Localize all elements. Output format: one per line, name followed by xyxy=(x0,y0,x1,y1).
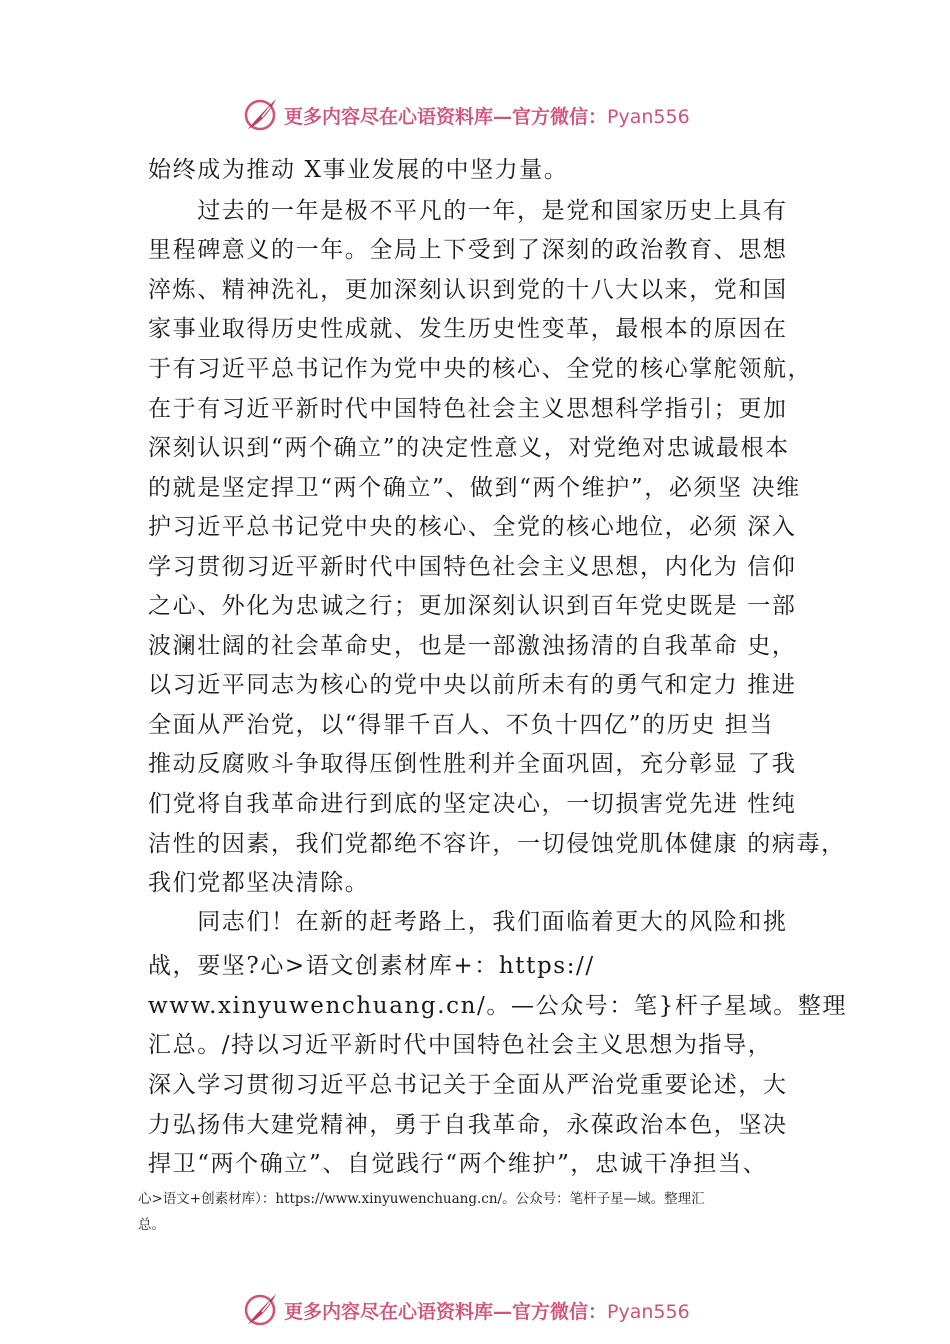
banner-main-text: 更多内容尽在心语资料库 xyxy=(284,105,494,128)
body-line: 护习近平总书记党中央的核心、全党的核心地位，必须 深入 xyxy=(148,514,797,540)
quill-logo-icon xyxy=(240,95,280,135)
body-line: 以习近平同志为核心的党中央以前所未有的勇气和定力 推进 xyxy=(148,672,797,698)
body-line: 汇总。/持以习近平新时代中国特色社会主义思想为指导， xyxy=(148,1032,773,1058)
body-line: 洁性的因素，我们党都绝不容许，一切侵蚀党肌体健康 的病毒， xyxy=(148,831,846,857)
body-line: 深入学习贯彻习近平总书记关于全面从严治党重要论述，大 xyxy=(148,1072,788,1098)
body-line: 学习贯彻习近平新时代中国特色社会主义思想，内化为 信仰 xyxy=(148,554,797,580)
footnote-line: 总。 xyxy=(138,1217,165,1233)
body-line: 家事业取得历史性成就、发生历史性变革，最根本的原因在 xyxy=(148,316,788,342)
body-line: 淬炼、精神洗礼，更加深刻认识到党的十八大以来，党和国 xyxy=(148,277,788,303)
banner-text xyxy=(284,102,690,129)
banner-wechat-label: 官方微信： xyxy=(512,1300,608,1323)
banner-main-text: 更多内容尽在心语资料库 xyxy=(284,1300,494,1323)
body-line: 同志们！在新的赶考路上，我们面临着更大的风险和挑 xyxy=(148,909,788,935)
footer-banner xyxy=(240,1290,690,1330)
banner-account: Pyan556 xyxy=(607,1300,690,1323)
header-banner xyxy=(240,95,690,135)
banner-text xyxy=(284,1297,690,1324)
body-line: 战，要坚?心>语文创素材库+：https:// xyxy=(148,953,595,979)
body-line: 过去的一年是极不平凡的一年，是党和国家历史上具有 xyxy=(148,198,788,224)
body-line: www.xinyuwenchuang.cn/。—公众号：笔}杆子星域。整理 xyxy=(148,993,848,1019)
banner-dash: — xyxy=(493,1300,513,1323)
body-line: 始终成为推动 X事业发展的中坚力量。 xyxy=(148,157,569,183)
quill-logo-icon xyxy=(240,1290,280,1330)
body-line: 们党将自我革命进行到底的坚定决心，一切损害党先进 性纯 xyxy=(148,791,797,817)
banner-dash: — xyxy=(493,105,513,128)
body-line: 波澜壮阔的社会革命史，也是一部激浊扬清的自我革命 史， xyxy=(148,633,797,659)
body-line: 我们党都坚决清除。 xyxy=(148,870,370,896)
body-line: 捍卫“两个确立”、自觉践行“两个维护”，忠诚干净担当、 xyxy=(148,1151,768,1177)
body-line: 的就是坚定捍卫“两个确立”、做到“两个维护”，必须坚 决维 xyxy=(148,475,801,501)
body-line: 力弘扬伟大建党精神，勇于自我革命，永葆政治本色，坚决 xyxy=(148,1112,788,1138)
body-line: 全面从严治党，以“得罪千百人、不负十四亿”的历史 担当 xyxy=(148,712,775,738)
footnote-line: 心>语文+创素材库）：https://www.xinyuwenchuang.cn/。公众号：笔杆子星—域。整理汇 xyxy=(138,1191,705,1207)
body-line: 里程碑意义的一年。全局上下受到了深刻的政治教育、思想 xyxy=(148,237,788,263)
body-line: 深刻认识到“两个确立”的决定性意义，对党绝对忠诚最根本 xyxy=(148,435,790,461)
banner-account: Pyan556 xyxy=(607,105,690,128)
body-line: 于有习近平总书记作为党中央的核心、全党的核心掌舵领航， xyxy=(148,356,813,382)
body-line: 推动反腐败斗争取得压倒性胜利并全面巩固，充分彰显 了我 xyxy=(148,751,797,777)
body-line: 在于有习近平新时代中国特色社会主义思想科学指引；更加 xyxy=(148,396,788,422)
banner-wechat-label: 官方微信： xyxy=(512,105,608,128)
body-line: 之心、外化为忠诚之行；更加深刻认识到百年党史既是 一部 xyxy=(148,593,797,619)
